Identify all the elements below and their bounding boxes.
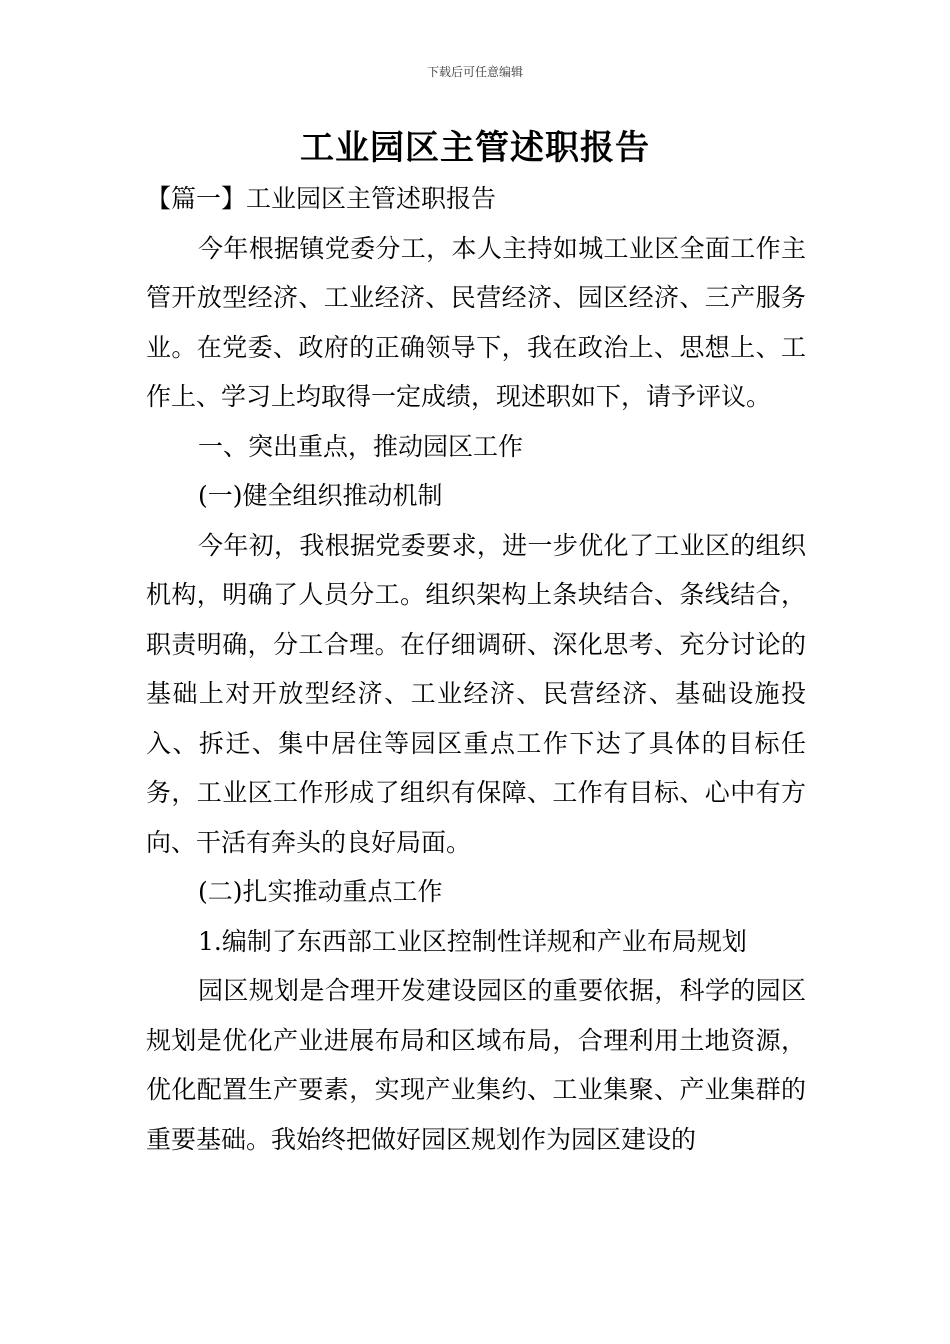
header-note: 下载后可任意编辑 <box>426 65 523 79</box>
document-body <box>146 174 806 1164</box>
numbered-heading: 1.编制了东西部工业区控制性详规和产业布局规划 <box>198 926 747 956</box>
paragraph: 今年初，我根据党委要求，进一步优化了工业区的组织机构，明确了人员分工。组织架构上条块结合、条线结合，职责明确，分工合理。在仔细调研、深化思考、充分讨论的基础上对开放型经济、工业经济、民营经济、基础设施投入、拆迁、集中居住等园区重点工作下达了具体的目标任务，工业区工作形成了组织有保障、工作有目标、心中有方向、干活有奔头的良好局面。 <box>146 530 806 857</box>
document-title: 工业园区主管述职报告 <box>300 128 650 168</box>
paragraph: 今年根据镇党委分工，本人主持如城工业区全面工作主管开放型经济、工业经济、民营经济、园区经济、三产服务业。在党委、政府的正确领导下，我在政治上、思想上、工作上、学习上均取得一定成绩，现述职如下，请予评议。 <box>146 233 806 411</box>
subsection-heading: (二)扎实推动重点工作 <box>198 877 443 906</box>
section-heading: 【篇一】工业园区主管述职报告 <box>146 184 497 213</box>
paragraph: 园区规划是合理开发建设园区的重要依据，科学的园区规划是优化产业进展布局和区域布局，合理利用土地资源，优化配置生产要素，实现产业集约、工业集聚、产业集群的重要基础。我始终把做好园区规划作为园区建设的 <box>146 976 806 1154</box>
section-subheading: 一、突出重点，推动园区工作 <box>198 431 524 461</box>
subsection-heading: (一)健全组织推动机制 <box>198 481 443 510</box>
